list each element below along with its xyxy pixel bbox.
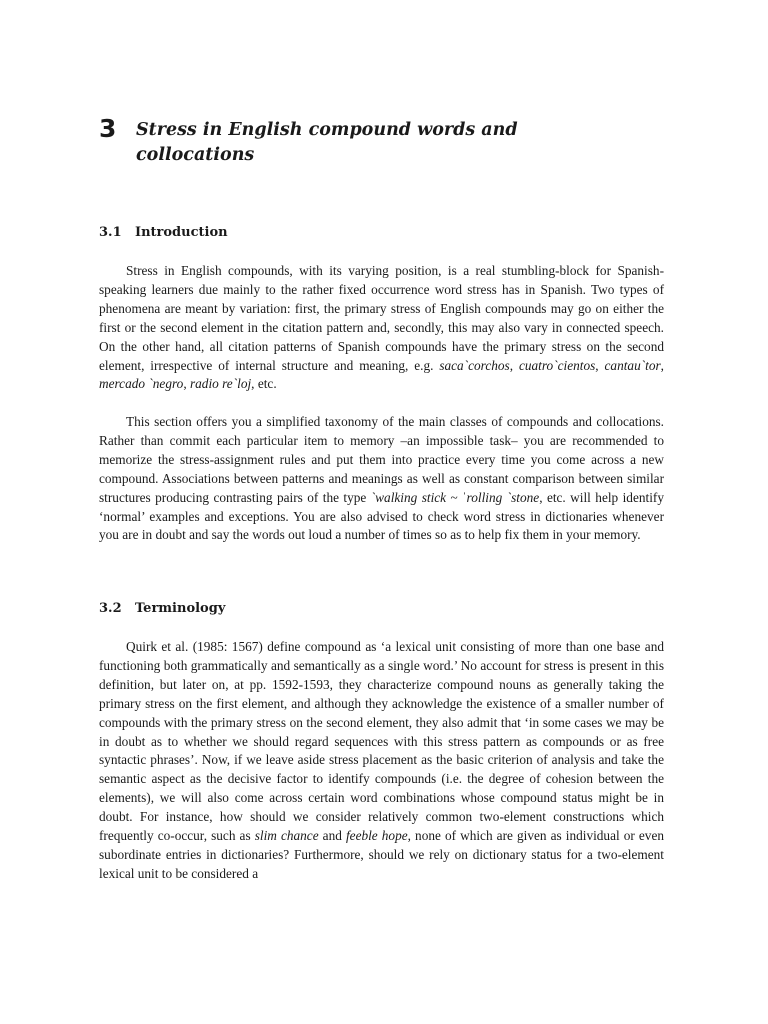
italic-term: `walking stick [370,489,447,505]
section-number: 3.1 [99,225,122,240]
text-run: , [509,357,519,373]
italic-term: cantau`tor [604,357,661,373]
section-heading-introduction [99,225,228,240]
italic-term: radio re`loj [189,376,252,392]
text-run: , etc. [251,376,277,392]
text-run: and [318,828,346,844]
italic-term: ˈrolling `stone [462,489,540,505]
text-run: , [183,376,190,392]
text-run: ~ [446,489,463,505]
text-run: Stress in English compounds, with its varying position, is a real stumbling-block for Spanish-speaking learners due mainly to the rather fixed occurrence word stress has in Spanish. Two types of phenomena are meant by variation: first, the primary stress of English compounds may go on either the first or the second element in the citation pattern and, secondly, this may also vary in connected speech. On the other hand, all citation patterns of Spanish compounds have the primary stress on the second element, irrespective of internal structure and meaning, e.g. [99,263,664,373]
paragraph [99,413,664,545]
text-run: , etc. will help identify ‘normal’ examples and exceptions. You are also advised to check word stress in dictionaries whenever you are in doubt and say the words out loud a number of times so as to help fix them in your memory. [99,489,664,543]
chapter-number: 3 [99,114,117,143]
section-title: Terminology [135,601,226,616]
section-title: Introduction [135,225,228,240]
text-run: This section offers you a simplified taxonomy of the main classes of compounds and collocations. Rather than commit each particular item to memory –an impossible task– you are recommended to memorize the stress-assignment rules and put them into practice every time you come across a new compound. Associations between patterns and meanings as well as constant comparison between similar structures producing contrasting pairs of the type [99,414,664,505]
italic-term: feeble hope [345,828,408,844]
text-run: Quirk et al. (1985: 1567) define compound as ‘a lexical unit consisting of more than one base and functioning both grammatically and semantically as a single word.’ No account for stress is present in this definition, but later on, at pp. 1592-1593, they characterize compound nouns as generally taking the primary stress on the first element, and although they acknowledge the existence of a smaller number of compounds with the primary stress on the second element, they also admit that ‘in some cases we may be in doubt as to whether we should regard sequences with this stress pattern as compounds or as free syntactic phrases’. Now, if we leave aside stress placement as the basic criterion of analysis and take the semantic aspect as the decisive factor to identify compounds (i.e. the degree of cohesion between the elements), we will also come across certain word combinations whose compound status might be in doubt. For instance, how should we consider relatively common two-element constructions which frequently co-occur, such as [99,639,664,844]
text-run: , [595,357,605,373]
italic-term: slim chance [254,828,319,844]
text-run: , none of which are given as individual or even subordinate entries in dictionaries? Furthermore, should we rely on dictionary status for a two-element lexical unit to be considered a [99,828,665,881]
chapter-title: Stress in English compound words and collocations [136,120,518,165]
section-heading-terminology [99,601,225,616]
chapter-heading [99,115,586,168]
italic-term: mercado `negro [99,376,184,392]
paragraph [99,638,664,884]
text-run: , [660,357,664,373]
section-number: 3.2 [99,601,122,616]
italic-term: saca`corchos [439,357,510,373]
italic-term: cuatro`cientos [518,357,596,373]
paragraph [99,262,664,394]
